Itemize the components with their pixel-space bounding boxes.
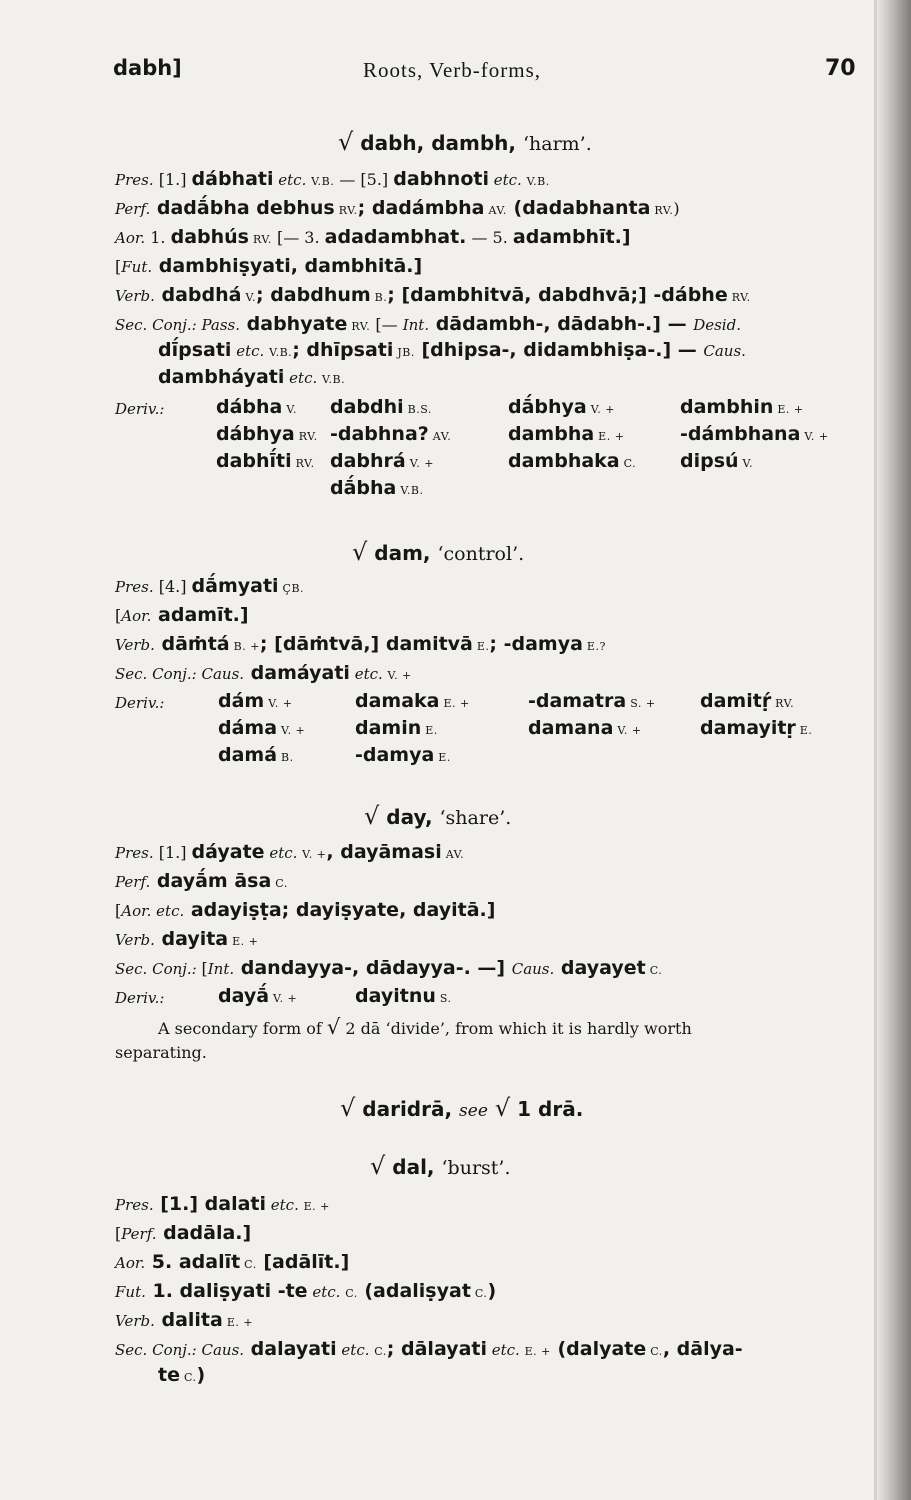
sec-conj-line: Sec. Conj.: Caus. dalayati etc. C.; dālayati etc. E. + (dalyate C., dālya- — [115, 1338, 743, 1360]
sec-conj-line: Sec. Conj.: [Int. dandayya-, dādayya-. —] Caus. dayayet C. — [115, 957, 663, 979]
radical-sign-icon: √ — [364, 802, 380, 830]
entry-heading-dam: √ dam, ‘control’. — [352, 538, 525, 566]
deriv-item: dabhī́ti RV. — [216, 450, 315, 472]
deriv-item: dā́bhya V. + — [508, 396, 615, 418]
pres-line: Pres. [1.] dalati etc. E. + — [115, 1193, 330, 1215]
deriv-item: -dámbhana V. + — [680, 423, 829, 445]
entry-heading-day: √ day, ‘share’. — [364, 802, 512, 830]
pres-line: Pres. [1.] dáyate etc. V. +, dayāmasi AV. — [115, 841, 465, 863]
sec-conj-line: Sec. Conj.: Pass. dabhyate RV. [— Int. dādambh-, dādabh-.] — Desid. — [115, 313, 741, 335]
aor-line: [Aor. adamīt.] — [115, 604, 249, 626]
radical-sign-icon: √ — [338, 128, 354, 156]
deriv-item: dambha E. + — [508, 423, 625, 445]
deriv-item: dabhrá V. + — [330, 450, 434, 472]
perf-line: Perf. dadā́bha debhus RV.; dadámbha AV. (dadabhanta RV.) — [115, 197, 680, 219]
radical-sign-icon: √ — [352, 538, 368, 566]
deriv-item: dabdhi B.S. — [330, 396, 432, 418]
verb-line: Verb. dabdhá V.; dabdhum B.; [dambhitvā, dabdhvā;] -dábhe RV. — [115, 284, 751, 306]
deriv-item: -damya E. — [355, 744, 451, 766]
running-head-title: Roots, Verb-forms, — [363, 58, 542, 82]
aor-line: Aor. 5. adalīt C. [adālīt.] — [115, 1251, 350, 1273]
deriv-item: dā́bha V.B. — [330, 477, 424, 499]
deriv-item: dambhin E. + — [680, 396, 804, 418]
verb-line: Verb. dāṁtá B. +; [dāṁtvā,] damitvā E.; -damya E.? — [115, 633, 606, 655]
fut-line: Fut. 1. daliṣyati -te etc. C. (adaliṣyat C.) — [115, 1280, 497, 1302]
deriv-item: dayā́ V. + — [218, 985, 298, 1007]
running-head-root: dabh] — [113, 56, 182, 80]
deriv-item: -damatra S. + — [528, 690, 656, 712]
deriv-item: dám V. + — [218, 690, 293, 712]
aor-line: [Aor. etc. adayiṣṭa; dayiṣyate, dayitā.] — [115, 899, 496, 921]
caus-line: dambháyati etc. V.B. — [158, 366, 346, 388]
entry-heading-dabh: √ dabh, dambh, ‘harm’. — [338, 128, 592, 156]
deriv-item: damana V. + — [528, 717, 642, 739]
note-line: separating. — [115, 1043, 207, 1062]
entry-heading-daridra: √ daridrā, see √ 1 drā. — [340, 1094, 584, 1122]
deriv-label: Deriv.: — [115, 694, 165, 712]
note-line: A secondary form of √ 2 dā ‘divide’, from which it is hardly worth — [158, 1015, 692, 1039]
deriv-label: Deriv.: — [115, 400, 165, 418]
sec-conj-continuation: te C.) — [158, 1364, 206, 1386]
deriv-item: dáma V. + — [218, 717, 306, 739]
perf-line: [Perf. dadāla.] — [115, 1222, 252, 1244]
aor-line: Aor. 1. dabhús RV. [— 3. adadambhat. — 5. adambhīt.] — [115, 226, 631, 248]
radical-sign-icon: √ — [494, 1094, 511, 1122]
radical-sign-icon: √ — [326, 1015, 341, 1039]
deriv-item: dambhaka C. — [508, 450, 637, 472]
radical-sign-icon: √ — [340, 1094, 356, 1122]
perf-line: Perf. dayā́m āsa C. — [115, 870, 288, 892]
verb-line: Verb. dalita E. + — [115, 1309, 254, 1331]
pres-line: Pres. [4.] dā́myati ÇB. — [115, 575, 305, 597]
verb-line: Verb. dayita E. + — [115, 928, 259, 950]
deriv-item: damin E. — [355, 717, 438, 739]
deriv-item: damitṛ́ RV. — [700, 690, 795, 712]
deriv-label: Deriv.: — [115, 989, 165, 1007]
deriv-item: dábha V. — [216, 396, 297, 418]
page-number: 70 — [825, 56, 856, 81]
entry-heading-dal: √ dal, ‘burst’. — [370, 1152, 511, 1180]
book-binding-shadow — [877, 0, 911, 1500]
deriv-item: damá B. — [218, 744, 294, 766]
sec-conj-line: Sec. Conj.: Caus. damáyati etc. V. + — [115, 662, 412, 684]
fut-line: [Fut. dambhiṣyati, dambhitā.] — [115, 255, 423, 277]
pres-line: Pres. [1.] dábhati etc. V.B. — [5.] dabhnoti etc. V.B. — [115, 168, 550, 190]
radical-sign-icon: √ — [370, 1152, 386, 1180]
deriv-item: dayitnu S. — [355, 985, 452, 1007]
deriv-item: dipsú V. — [680, 450, 754, 472]
desid-line: dī́psati etc. V.B.; dhīpsati JB. [dhipsa-, didambhiṣa-.] — Caus. — [158, 339, 746, 361]
deriv-item: damaka E. + — [355, 690, 470, 712]
deriv-item: dábhya RV. — [216, 423, 318, 445]
deriv-item: damayitṛ E. — [700, 717, 813, 739]
deriv-item: -dabhna? AV. — [330, 423, 452, 445]
